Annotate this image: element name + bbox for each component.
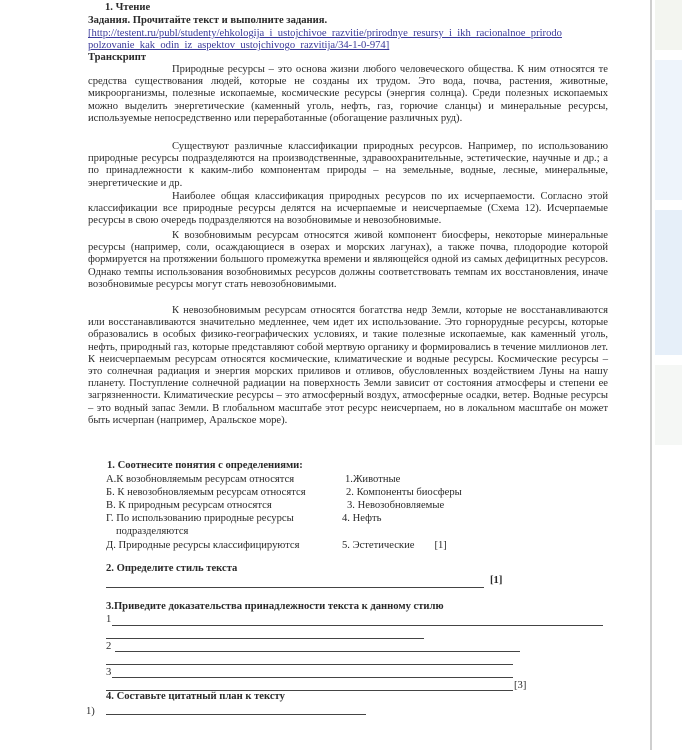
paragraph-text: К невозобновимым ресурсам относятся богатства недр Земли, которые не восстанавливаются или восстанавливаются значительно медленнее, чем идет их использование. Это горнорудные ресурсы, которые образовались в особых физико-географических условиях, и такие полезные ископаемые, как каменный уголь, нефть, природный газ, которые представляют собой мертвую органику и формировались в течение миллионов лет. К неисчерпаемым ресурсам относятся космические, климатические и водные ресурсы. Космические ресурсы – это солнечная радиация и энергия морских приливов и отливов, обусловленных воздействием Луны на нашу планету. Поступление солнечной радиации на поверхность Земли зависит от состояния атмосферы и степени ее загрязненности. Климатические ресурсы – это атмосферный воздух, атмосферные осадки, ветер. Водные ресурсы – это водный запас Земли. В глобальном масштабе этот ресурс неисчерпаем, но в локальном масштабе он может быть исчерпан (например, Аральское море). — [88, 305, 608, 426]
task3-num-2: 2 — [106, 641, 112, 652]
task4-title: 4. Составьте цитатный план к тексту — [106, 691, 285, 702]
task3-num-1: 1 — [106, 614, 112, 625]
section-title: 1. Чтение — [105, 2, 151, 13]
task1-right-item: 4. Нефть — [342, 513, 382, 524]
task-intro: Задания. Прочитайте текст и выполните задания. — [88, 15, 328, 26]
source-link-line2[interactable]: polzovanie_kak_odin_iz_aspektov_ustojchivogo_razvitija/34-1-0-974] — [88, 40, 390, 52]
task4-num-1: 1) — [86, 706, 95, 717]
paragraph-text: Наиболее общая классификация природных ресурсов по их исчерпаемости. Согласно этой классификации все природные ресурсы делятся на исчерпаемые и неисчерпаемые (Схема 12). Исчерпаемые ресурсы в свою очередь подразделяются на возобновимые и невозобновимые. — [88, 191, 608, 227]
task1-left-item: подразделяются — [116, 526, 189, 537]
task2-title: 2. Определите стиль текста — [106, 563, 238, 574]
task2-score: [1] — [490, 575, 503, 586]
task3-title: 3.Приведите доказательства принадлежности текста к данному стилю — [106, 601, 444, 612]
task1-left-item: Д. Природные ресурсы классифицируются — [106, 540, 300, 551]
task1-left-item: В. К природным ресурсам относятся — [106, 500, 272, 511]
source-link-line1[interactable]: [http://testent.ru/publ/studenty/ehkologija_i_ustojchivoe_razvitie/prirodnye_resursy_i_ikh_racionalnoe_prirodo — [88, 28, 562, 39]
paragraph-text: Существуют различные классификации природных ресурсов. Например, по использованию природные ресурсы подразделяются на производственные, здравоохранительные, эстетические, научные и др.; а по принадлежности к каким-либо компонентам природы – на земельные, водные, лесные, минеральные, энергетические и др. — [88, 141, 608, 189]
paragraph-5 — [88, 305, 608, 427]
task1-right-item: 5. Эстетические — [342, 540, 415, 551]
task2-answer-line[interactable] — [106, 587, 484, 588]
source-link[interactable] — [88, 28, 613, 52]
task3-answer-line[interactable] — [112, 625, 603, 626]
task1-right-item: 2. Компоненты биосферы — [346, 487, 462, 498]
task4-answer-line[interactable] — [106, 714, 366, 715]
paragraph-text: Природные ресурсы – это основа жизни любого человеческого общества. К ним относятся те средства существования людей, которые не созданы их трудом. Это вода, почва, растения, животные, микроорганизмы, полезные ископаемые, космические ресурсы (энергия солнца). Среди полезных ископаемых можно выделить энергетические (каменный уголь, нефть, газ, горючие сланцы) и минеральные ресурсы, используемые непосредственно или переработанные (обогащение различных руд). — [88, 64, 608, 124]
paragraph-text: К возобновимым ресурсам относятся живой компонент биосферы, некоторые минеральные ресурсы (например, соли, осаждающиеся в озерах и морских лагунах), а также почва, плодородие которой формируется на протяжении большого промежутка времени и являющейся одной из самых дефицитных ресурсов. Однако темпы использования возобновимых ресурсов должны соответствовать темпам их восстановления, иначе возобновимые ресурсы могут стать невозобновимыми. — [88, 230, 608, 290]
side-panel-block — [655, 60, 682, 200]
task1-right-item: 3. Невозобновляемые — [347, 500, 445, 511]
paragraph-3 — [88, 191, 608, 228]
side-panel-block — [655, 0, 682, 50]
task3-answer-line[interactable] — [106, 638, 424, 639]
task3-num-3: 3 — [106, 667, 112, 678]
task3-answer-line[interactable] — [112, 677, 513, 678]
transcript-label: Транскрипт — [88, 52, 147, 63]
task3-answer-line[interactable] — [115, 651, 520, 652]
side-panel-block — [655, 365, 682, 445]
task1-left-column — [106, 473, 306, 552]
paragraph-4 — [88, 230, 608, 291]
task1-left-item: А.К возобновляемым ресурсам относятся — [106, 474, 295, 485]
task3-score: [3] — [514, 680, 527, 691]
task3-answer-line[interactable] — [106, 664, 513, 665]
task1-left-item: Б. К невозобновляемым ресурсам относятся — [106, 487, 306, 498]
side-panel-block — [655, 210, 682, 355]
page-edge-divider — [650, 0, 652, 750]
task1-right-column — [342, 473, 462, 552]
task1-right-item: 1.Животные — [345, 474, 401, 485]
task1-score: [1] — [434, 540, 447, 551]
task1-title: 1. Соотнесите понятия с определениями: — [107, 460, 303, 471]
task1-left-item: Г. По использованию природные ресурсы — [106, 513, 294, 524]
paragraph-1 — [88, 64, 608, 125]
paragraph-2 — [88, 141, 608, 190]
